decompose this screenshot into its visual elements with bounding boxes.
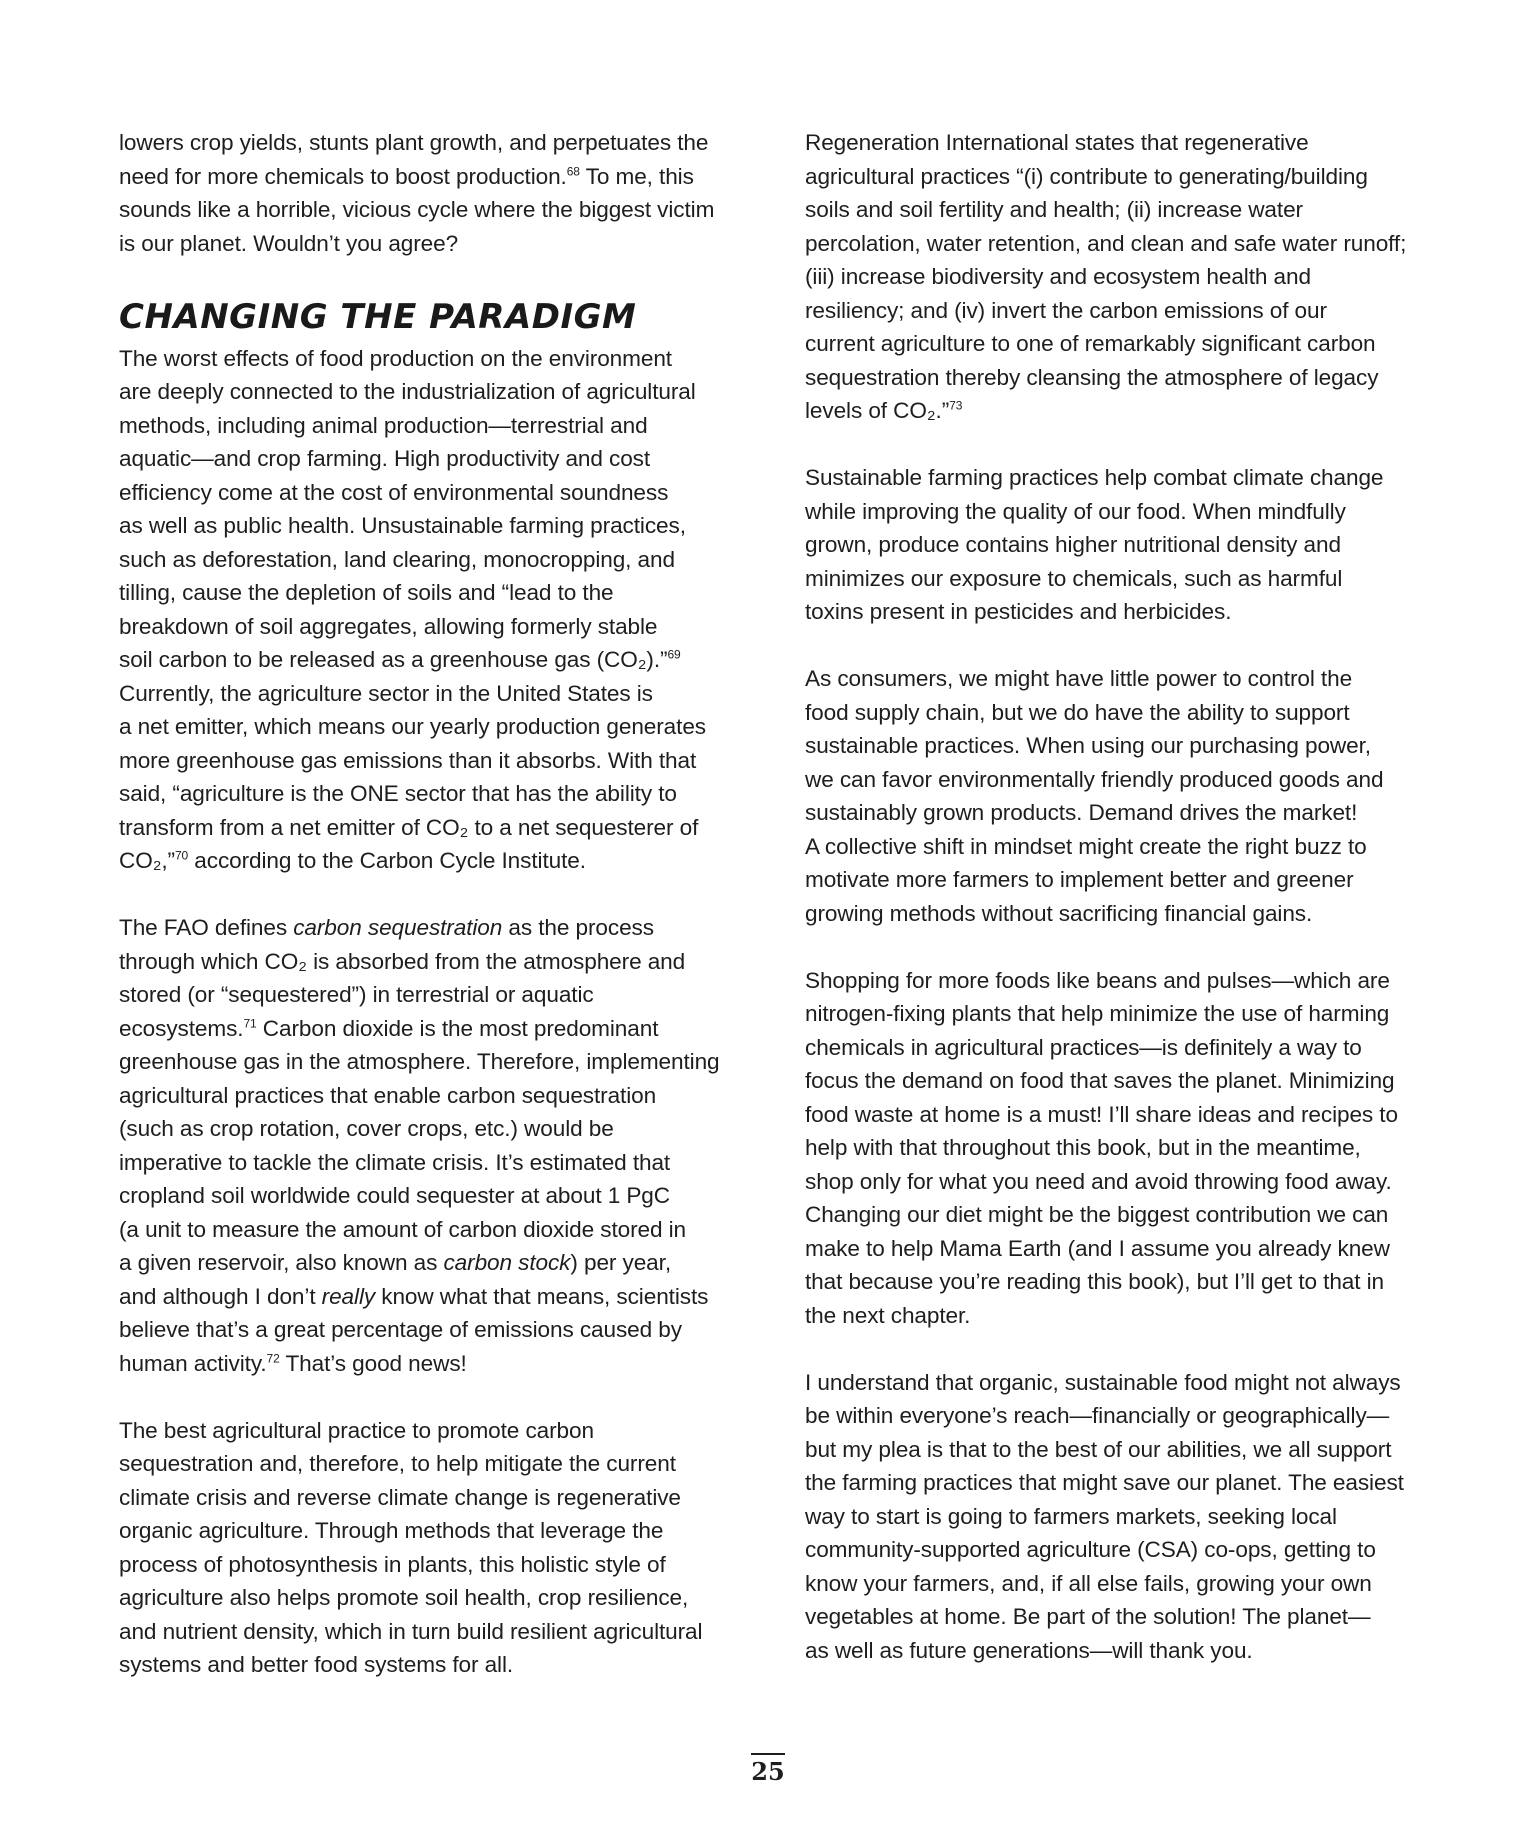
text-run: according to the Carbon Cycle Institute.: [188, 848, 586, 873]
emphasis-text: really: [321, 1283, 376, 1309]
text-run: Regeneration International states that regenerative agricultural practices “(i) contribute to generating/building soils and soil fertility and health; (ii) increase water percolation, water retention, and clean and safe water runoff; (iii) increase biodiversity and ecosystem health and resiliency; and (iv) invert the carbon emissions of our current agriculture to one of remarkably significant carbon sequestration thereby cleansing the atmosphere of legacy levels of CO₂.”: [805, 130, 1407, 423]
page-number-label: 25: [751, 1753, 784, 1786]
paragraph: [805, 461, 1455, 629]
text-run: As consumers, we might have little power to control the food supply chain, but we do have the ability to support sustainable practices. When using our purchasing power, we can favor environmentally friendly produced goods and sustainably grown products. Demand drives the market! A collective shift in mindset might create the right buzz to motivate more farmers to implement better and greener growing methods without sacrificing financial gains.: [805, 666, 1384, 926]
text-run: That’s good news!: [279, 1350, 467, 1376]
text-run: lowers crop yields, stunts plant growth, and perpetuates the need for more chemicals to boost production.: [119, 130, 709, 189]
emphasis-text: carbon sequestration: [293, 915, 503, 940]
footnote-marker: 69: [667, 647, 681, 662]
paragraph: [805, 662, 1455, 930]
text-run: Carbon dioxide is the most predominant greenhouse gas in the atmosphere. Therefore, implementing agricultural practices that enable carbon sequestration (such as crop rotation, cover crops, etc.) would be imperative to tackle the climate crisis. It’s estimated that cropland soil worldwide could sequester at about 1 PgC (a unit to measure the amount of carbon dioxide stored in a given reservoir, also known as: [119, 1015, 720, 1275]
text-run: I understand that organic, sustainable food might not always be within everyone’s reach—financially or geographically— but my plea is that to the best of our abilities, we all support the farming practices that might save our planet. The easiest way to start is going to farmers markets, seeking local community-supported agriculture (CSA) co-ops, getting to know your farmers, and, if all else fails, growing your own vegetables at home. Be part of the solution! The planet— as well as future generations—will thank you.: [805, 1369, 1404, 1663]
left-column: [119, 126, 759, 1682]
text-run: as the process through which CO₂ is absorbed from the atmosphere and stored (or “sequestered”) in terrestrial or aquatic ecosystems.: [119, 915, 686, 1041]
footnote-marker: 70: [174, 848, 189, 863]
text-run: The best agricultural practice to promote carbon sequestration and, therefore, to help mitigate the current climate crisis and reverse climate change is regenerative organic agriculture. Through methods that leverage the process of photosynthesis in plants, this holistic style of agriculture also helps promote soil health, crop resilience, and nutrient density, which in turn build resilient agricultural systems and better food systems for all.: [119, 1417, 703, 1677]
footnote-marker: 68: [566, 163, 580, 178]
footnote-marker: 73: [949, 398, 963, 413]
right-column: [805, 126, 1455, 1667]
text-run: To me, this sounds like a horrible, vicious cycle where the biggest victim is our planet. Wouldn’t you agree?: [119, 163, 715, 256]
footnote-marker: 71: [243, 1015, 257, 1030]
paragraph: [805, 126, 1455, 428]
section-heading: CHANGING THE PARADIGM: [119, 296, 637, 337]
paragraph: [119, 342, 759, 878]
text-run: ) per year, and although I don’t: [119, 1250, 672, 1309]
text-run: The FAO defines: [119, 915, 294, 940]
text-run: Sustainable farming practices help combat climate change while improving the quality of our food. When mindfully grown, produce contains higher nutritional density and minimizes our exposure to chemicals, such as harmful toxins present in pesticides and herbicides.: [805, 465, 1384, 624]
text-run: The worst effects of food production on the environment are deeply connected to the industrialization of agricultural methods, including animal production—terrestrial and aquatic—and crop farming. High productivity and cost efficiency come at the cost of environmental soundness as well as public health. Unsustainable farming practices, such as deforestation, land clearing, monocropping, and tilling, cause the depletion of soils and “lead to the breakdown of soil aggregates, allowing formerly stable soil carbon to be released as a greenhouse gas (CO₂).”: [119, 345, 696, 672]
footnote-marker: 72: [266, 1350, 280, 1365]
paragraph: [119, 911, 759, 1380]
emphasis-text: carbon stock: [443, 1250, 571, 1275]
paragraph: [805, 1366, 1455, 1668]
text-run: know what that means, scientists believe that’s a great percentage of emissions caused by human activity.: [119, 1283, 709, 1376]
paragraph: [119, 1414, 759, 1682]
text-run: Currently, the agriculture sector in the United States is a net emitter, which means our yearly production generates more greenhouse gas emissions than it absorbs. With that said, “agriculture is the ONE sector that has the ability to transform from a net emitter of CO₂ to a net sequesterer of CO₂,”: [119, 680, 706, 873]
paragraph: [119, 126, 759, 260]
paragraph: [805, 964, 1455, 1333]
text-run: Shopping for more foods like beans and pulses—which are nitrogen-fixing plants that help minimize the use of harming chemicals in agricultural practices—is definitely a way to focus the demand on food that saves the planet. Minimizing food waste at home is a must! I’ll share ideas and recipes to help with that throughout this book, but in the meantime, shop only for what you need and avoid throwing food away. Changing our diet might be the biggest contribution we can make to help Mama Earth (and I assume you already knew that because you’re reading this book), but I’ll get to that in the next chapter.: [805, 967, 1398, 1328]
page-number: [0, 1753, 1536, 1786]
